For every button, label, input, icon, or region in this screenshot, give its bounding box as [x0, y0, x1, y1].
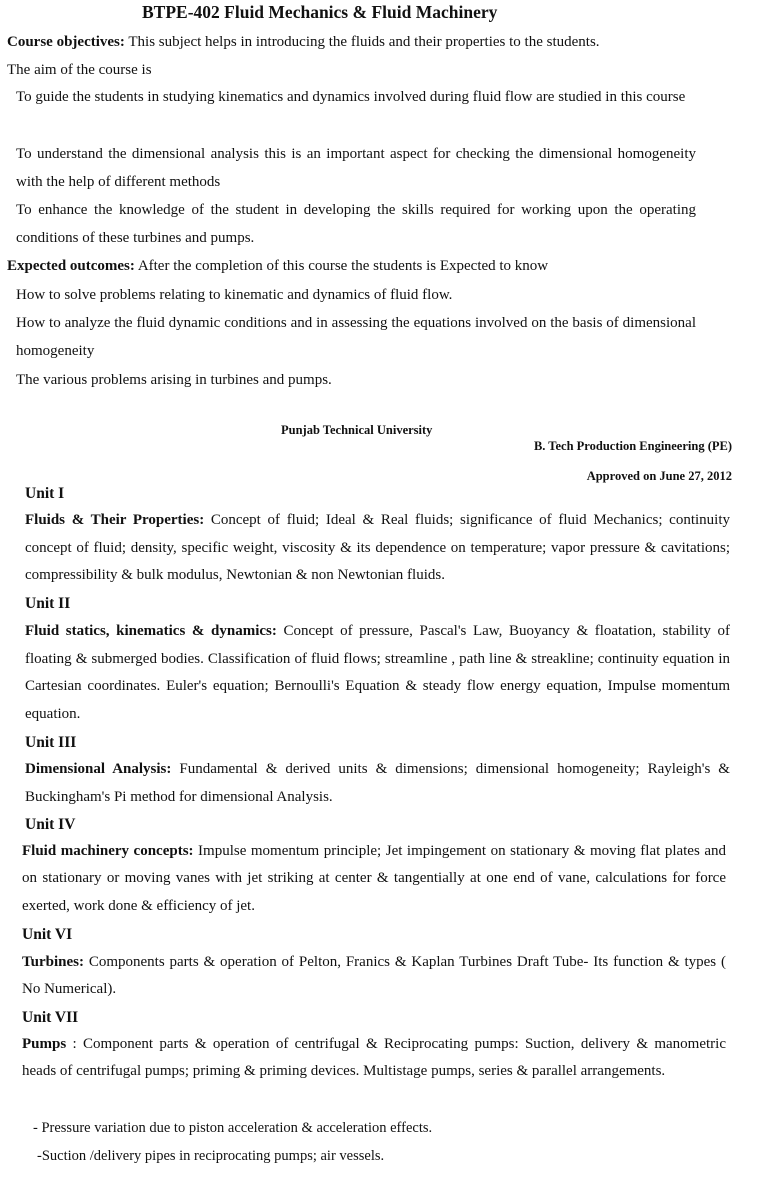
unit-topic-text: : Component parts & operation of centrifugal & Reciprocating pumps: Suction, delivery & manometric heads of centrifugal pumps; priming & priming devices. Multistage pumps, series & parallel arrangements. — [22, 1036, 726, 1080]
unit-topic-label: Pumps — [22, 1036, 67, 1052]
bullet-item: -Suction /delivery pipes in reciprocating pumps; air vessels. — [37, 1148, 385, 1164]
unit-topic-label: Fluid machinery concepts: — [22, 843, 194, 859]
unit-content — [22, 1031, 726, 1086]
unit-heading: Unit III — [25, 734, 77, 751]
document-title: BTPE-402 Fluid Mechanics & Fluid Machinery — [142, 2, 498, 22]
unit-topic-text: Concept of pressure, Pascal's Law, Buoyancy & floatation, stability of floating & submerged bodies. Classification of fluid flows; streamline , path line & streakline; continuity equation in Cartesian coordinates. Euler's equation; Bernoulli's Equation & steady flow energy equation, Impulse momentum equation. — [25, 623, 730, 722]
unit-heading: Unit IV — [25, 816, 76, 833]
unit-topic-text: Fundamental & derived units & dimensions; dimensional homogeneity; Rayleigh's & Buckingham's Pi method for dimensional Analysis. — [25, 761, 730, 805]
course-objectives-label: Course objectives: — [7, 34, 125, 50]
course-objectives-text: This subject helps in introducing the fluids and their properties to the students. — [124, 34, 600, 50]
outcome-item: The various problems arising in turbines and pumps. — [16, 372, 332, 388]
unit-topic-label: Dimensional Analysis: — [25, 761, 172, 777]
unit-heading: Unit VII — [22, 1009, 79, 1026]
unit-content — [22, 949, 726, 1004]
unit-topic-label: Fluid statics, kinematics & dynamics: — [25, 623, 277, 639]
unit-topic-text: Impulse momentum principle; Jet impingement on stationary & moving flat plates and on stationary or moving vanes with jet striking at center & tangentially at one end of vane, calculations for force exerted, work done & efficiency of jet. — [22, 843, 726, 914]
unit-topic-text: Concept of fluid; Ideal & Real fluids; significance of fluid Mechanics; continuity concept of fluid; density, specific weight, viscosity & its dependence on temperature; vapor pressure & cavitations; compressibility & bulk modulus, Newtonian & non Newtonian fluids. — [25, 512, 730, 584]
expected-outcomes-label: Expected outcomes: — [7, 258, 135, 274]
expected-outcomes — [7, 252, 548, 280]
unit-heading: Unit I — [25, 485, 65, 502]
unit-content — [25, 507, 730, 590]
program-name: B. Tech Production Engineering (PE) — [533, 439, 732, 453]
unit-content — [25, 756, 730, 811]
approval-date: Approved on June 27, 2012 — [586, 469, 732, 483]
unit-heading: Unit II — [25, 595, 71, 612]
objective-item: To guide the students in studying kinematics and dynamics involved during fluid flow are studied in this course — [16, 89, 686, 105]
outcome-item: How to analyze the fluid dynamic conditions and in assessing the equations involved on the basis of dimensional homogeneity — [16, 315, 696, 359]
bullet-item: - Pressure variation due to piston acceleration & acceleration effects. — [33, 1120, 433, 1136]
objective-item: To understand the dimensional analysis this is an important aspect for checking the dimensional homogeneity with the help of different methods — [16, 146, 696, 190]
unit-topic-label: Turbines: — [22, 954, 84, 970]
unit-heading: Unit VI — [22, 926, 73, 943]
expected-outcomes-text: After the completion of this course the students is Expected to know — [134, 258, 549, 274]
course-objectives — [7, 28, 600, 56]
unit-topic-text: Components parts & operation of Pelton, Franics & Kaplan Turbines Draft Tube- Its function & types ( No Numerical). — [22, 954, 726, 998]
objective-item: To enhance the knowledge of the student in developing the skills required for working upon the operating conditions of these turbines and pumps. — [16, 202, 696, 246]
unit-topic-label: Fluids & Their Properties: — [25, 512, 205, 528]
unit-content — [25, 618, 730, 728]
aim-intro: The aim of the course is — [7, 62, 152, 78]
unit-content — [22, 838, 726, 920]
university-name: Punjab Technical University — [281, 423, 433, 437]
outcome-item: How to solve problems relating to kinematic and dynamics of fluid flow. — [16, 287, 453, 303]
